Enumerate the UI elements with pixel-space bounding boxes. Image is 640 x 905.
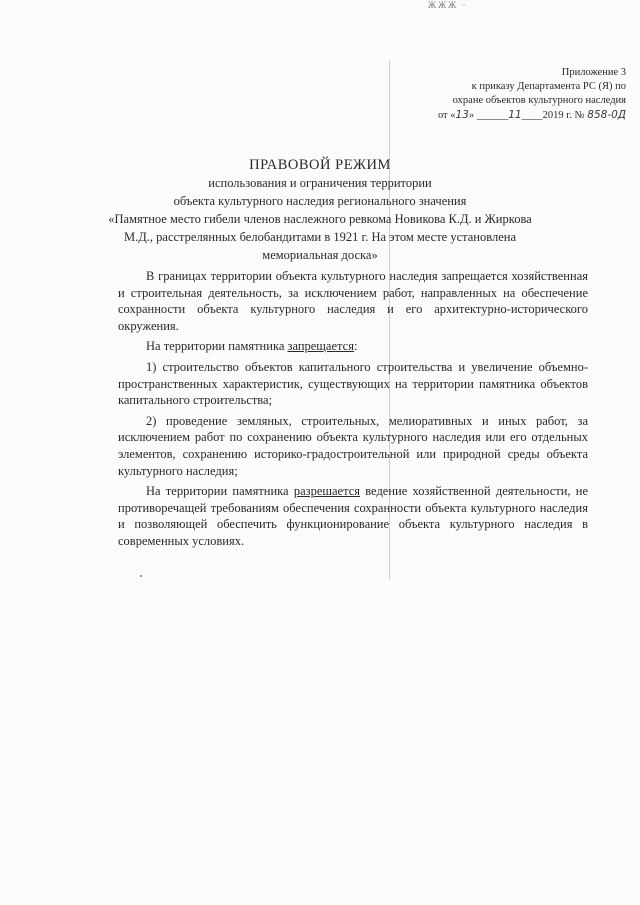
paragraph-2 [118,338,588,355]
title-heading: ПРАВОВОЙ РЕЖИМ [249,157,391,173]
date-month: 11 [508,109,522,121]
title-line-2: объекта культурного наследия регионального значения [173,194,467,208]
appendix-line-2: к приказу Департамента РС (Я) по [471,81,626,92]
date-prefix: от « [437,110,456,121]
appendix-header [396,66,626,123]
p2-suffix: : [353,339,358,354]
scan-mark: ЖЖЖ · [428,0,468,10]
paragraph-4: 2) проведение земляных, строительных, мелиоративных и иных работ, за исключением работ по сохранению объекта культурного наследия или его отдельных элементов, сохранению историко-градостроительной или природной среды объекта культурного наследия; [118,413,588,478]
title-line-1: использования и ограничения территории [208,176,432,190]
p5-suffix: ведение хозяйственной деятельности, не противоречащей требованиям обеспечения сохранности объекта культурного наследия и позволяющей обеспечить функционирование объекта культурного наследия в современных условиях. [118,484,589,548]
date-day: 13 [455,109,469,121]
scan-speck [140,575,142,577]
appendix-line-3: охране объектов культурного наследия [452,95,626,106]
p2-prefix: На территории памятника [146,339,288,354]
p5-allowed: разрешается [293,484,360,499]
p5-prefix: На территории памятника [146,484,294,499]
date-mid: » ______ [468,110,509,121]
title-line-5: мемориальная доска» [262,248,378,262]
appendix-date-line [396,108,626,123]
title-line-4: М.Д., расстрелянных белобандитами в 1921 г. На этом месте установлена [124,230,516,244]
paragraph-1: В границах территории объекта культурного наследия запрещается хозяйственная и строительная деятельность, за исключением работ, направленных на обеспечение сохранности объекта культурного наследия и его архитектурно-исторического окружения. [118,269,588,333]
document-title [0,157,640,264]
appendix-line-1: Приложение 3 [561,67,626,78]
paragraph-3: 1) строительство объектов капитального строительства и увеличение объемно- пространственных характеристик, существующих на территории памятника объектов капитального строительства; [118,359,588,408]
p2-forbidden: запрещается [287,339,354,354]
order-number: 858-0Д [587,109,626,121]
title-line-3: «Памятное место гибели членов наслежного ревкома Новикова К.Д. и Жиркова [108,212,532,226]
date-year: ____2019 г. № [521,110,585,121]
paragraph-5 [118,483,588,549]
document-body [118,268,588,554]
